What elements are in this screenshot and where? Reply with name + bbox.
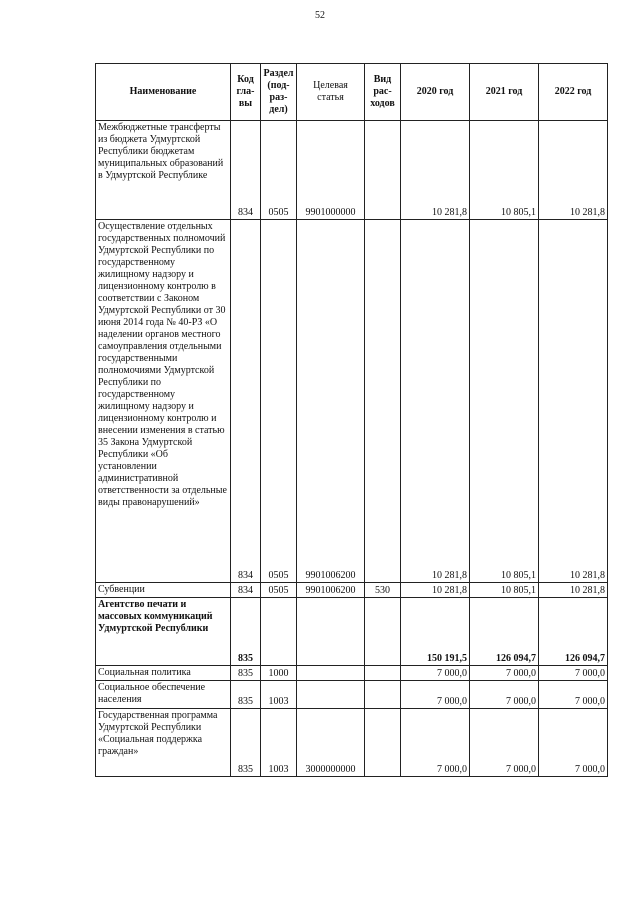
row-section: 0505 [261,583,297,598]
row-type [365,598,401,666]
budget-table [95,63,608,777]
row-name: Социальная политика [96,666,231,681]
row-type: 530 [365,583,401,598]
table-row [96,681,608,709]
row-2020: 150 191,5 [401,598,470,666]
row-section [261,598,297,666]
row-2020: 7 000,0 [401,681,470,709]
row-section: 1003 [261,681,297,709]
row-2022: 126 094,7 [539,598,608,666]
row-2021: 126 094,7 [470,598,539,666]
row-2021: 7 000,0 [470,681,539,709]
header-row [96,64,608,121]
row-target: 9901006200 [297,220,365,583]
header-name: Наименование [96,64,231,121]
page-number: 52 [315,10,325,21]
header-section: Раздел (под- раз- дел) [261,64,297,121]
row-name: Осуществление отдельных государственных полномочий Удмуртской Республики по государственному жилищному надзору и лицензионному контролю в соответствии с Законом Удмуртской Республики от 30 июня 2014 года № 40-РЗ «О наделении органов местного самоуправления отдельными государственными полномочиями Удмуртской Республики по государственному жилищному надзору и лицензионному контролю и внесении изменения в статью 35 Закона Удмуртской Республики «Об установлении административной ответственности за отдельные виды правонарушений» [96,220,231,583]
row-2020: 7 000,0 [401,709,470,777]
row-2020: 10 281,8 [401,121,470,220]
row-2022: 10 281,8 [539,220,608,583]
row-2022: 7 000,0 [539,709,608,777]
row-type [365,220,401,583]
row-type [365,666,401,681]
row-code: 835 [231,598,261,666]
table-row [96,598,608,666]
row-name: Государственная программа Удмуртской Республики «Социальная поддержка граждан» [96,709,231,777]
row-section: 0505 [261,121,297,220]
header-2020: 2020 год [401,64,470,121]
row-target: 9901006200 [297,583,365,598]
table-row [96,666,608,681]
row-type [365,681,401,709]
row-2021: 10 805,1 [470,583,539,598]
row-code: 835 [231,666,261,681]
table-row [96,121,608,220]
row-target: 3000000000 [297,709,365,777]
row-target [297,598,365,666]
row-2020: 10 281,8 [401,220,470,583]
row-name: Социальное обеспечение населения [96,681,231,709]
row-2021: 10 805,1 [470,220,539,583]
table-row [96,583,608,598]
row-target [297,681,365,709]
table-row [96,709,608,777]
row-type [365,709,401,777]
table-row [96,220,608,583]
row-2021: 7 000,0 [470,666,539,681]
row-target [297,666,365,681]
row-section: 0505 [261,220,297,583]
row-2022: 7 000,0 [539,681,608,709]
row-name: Межбюджетные трансферты из бюджета Удмуртской Республики бюджетам муниципальных образований в Удмуртской Республике [96,121,231,220]
row-name: Субвенции [96,583,231,598]
row-2022: 10 281,8 [539,121,608,220]
row-name: Агентство печати и массовых коммуникаций Удмуртской Республики [96,598,231,666]
header-type: Вид рас- ходов [365,64,401,121]
row-type [365,121,401,220]
header-2022: 2022 год [539,64,608,121]
row-code: 835 [231,681,261,709]
row-code: 834 [231,121,261,220]
row-code: 835 [231,709,261,777]
row-target: 9901000000 [297,121,365,220]
header-2021: 2021 год [470,64,539,121]
row-2021: 7 000,0 [470,709,539,777]
row-2022: 10 281,8 [539,583,608,598]
row-code: 834 [231,583,261,598]
header-code: Код гла- вы [231,64,261,121]
row-code: 834 [231,220,261,583]
header-target: Целевая статья [297,64,365,121]
row-2020: 7 000,0 [401,666,470,681]
row-2021: 10 805,1 [470,121,539,220]
row-2020: 10 281,8 [401,583,470,598]
row-section: 1000 [261,666,297,681]
row-2022: 7 000,0 [539,666,608,681]
row-section: 1003 [261,709,297,777]
